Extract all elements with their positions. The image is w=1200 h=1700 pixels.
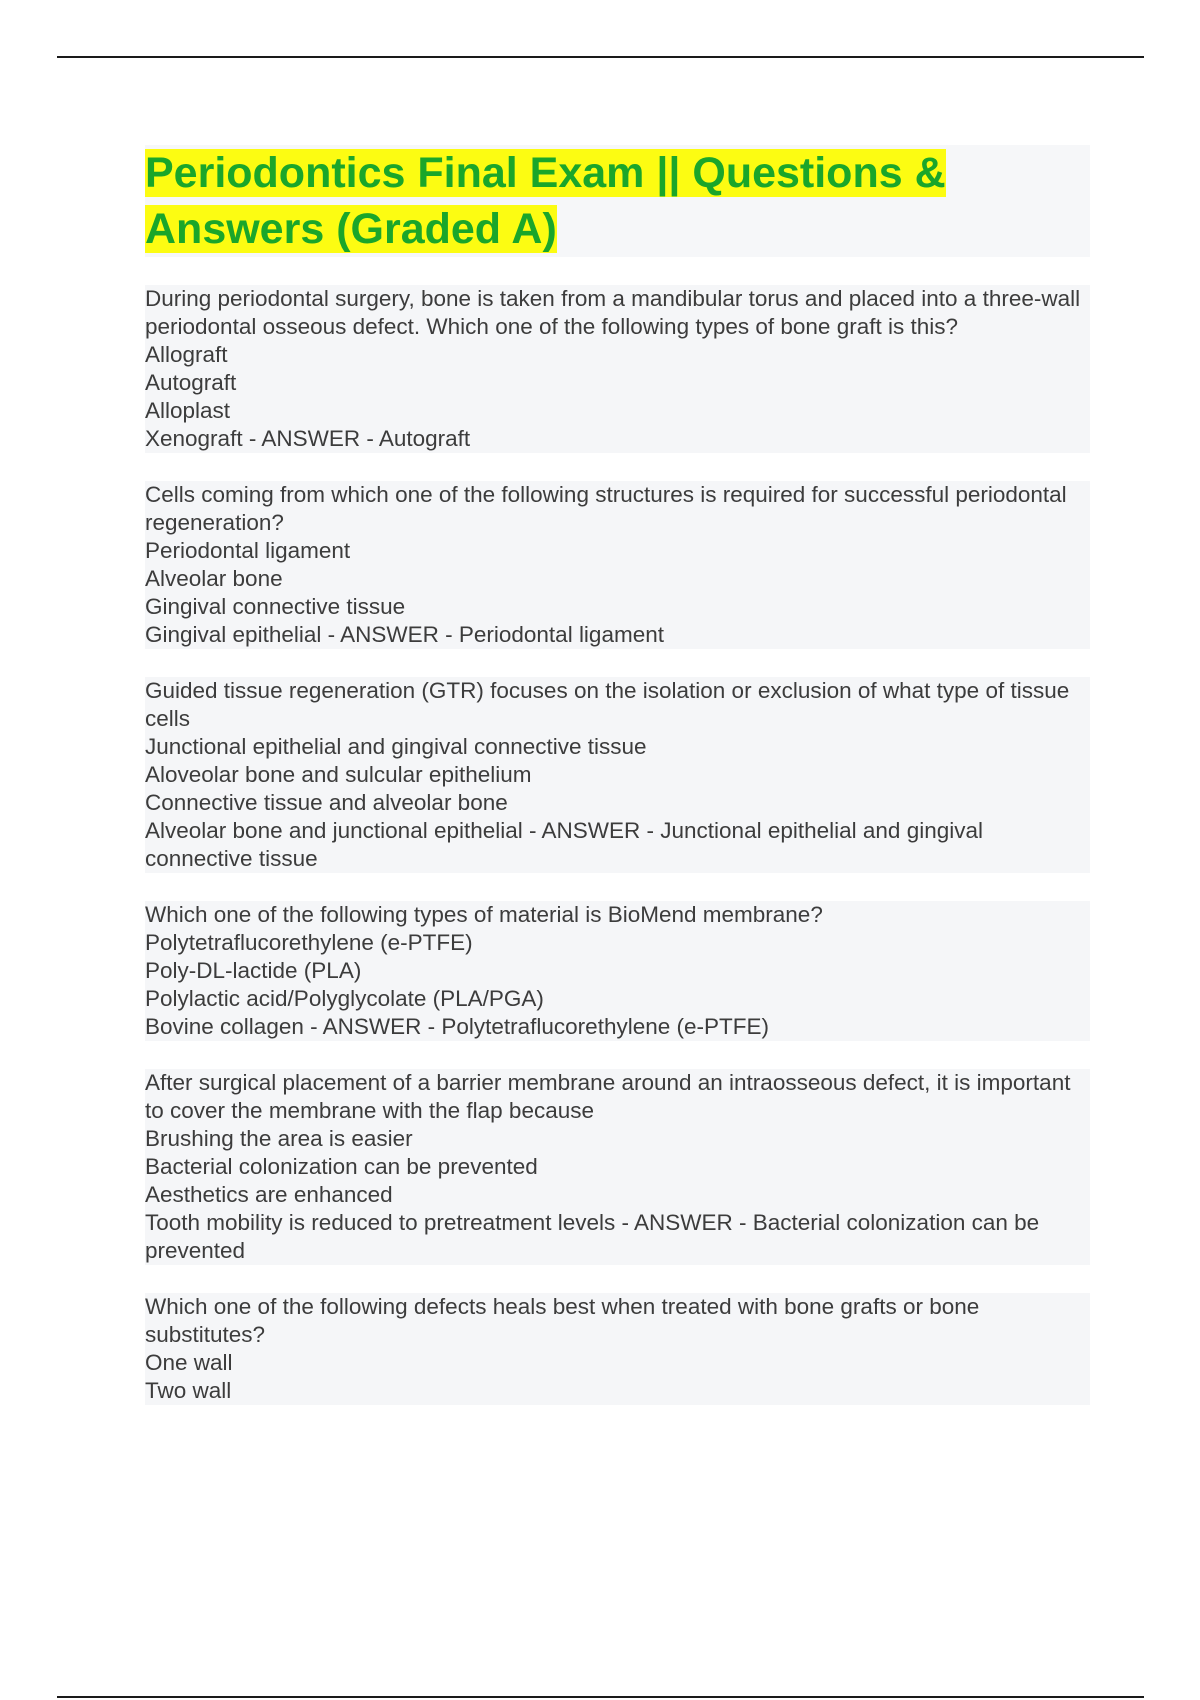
answer-option-with-answer: Alveolar bone and junctional epithelial - ANSWER - Junctional epithelial and gingival connective tissue [145,817,1090,873]
header-rule [57,56,1144,58]
answer-option-with-answer: Xenograft - ANSWER - Autograft [145,425,1090,453]
answer-option: Alloplast [145,397,1090,425]
document-title: Periodontics Final Exam || Questions & Answers (Graded A) [145,149,946,253]
question-text: Which one of the following types of material is BioMend membrane? [145,901,1090,929]
document-body [145,145,1090,1433]
question-block [145,677,1090,873]
answer-option: Periodontal ligament [145,537,1090,565]
answer-option: Autograft [145,369,1090,397]
answer-option: Allograft [145,341,1090,369]
answer-option-with-answer: Tooth mobility is reduced to pretreatment levels - ANSWER - Bacterial colonization can be prevented [145,1209,1090,1265]
answer-option-with-answer: Gingival epithelial - ANSWER - Periodontal ligament [145,621,1090,649]
answer-option: Poly-DL-lactide (PLA) [145,957,1090,985]
answer-option: Alveolar bone [145,565,1090,593]
answer-option: Gingival connective tissue [145,593,1090,621]
footer-rule [57,1696,1144,1698]
question-text: Cells coming from which one of the following structures is required for successful periodontal regeneration? [145,481,1090,537]
answer-option: Bacterial colonization can be prevented [145,1153,1090,1181]
answer-option-with-answer: Bovine collagen - ANSWER - Polytetraflucorethylene (e-PTFE) [145,1013,1090,1041]
question-text: Which one of the following defects heals best when treated with bone grafts or bone substitutes? [145,1293,1090,1349]
answer-option: Polylactic acid/Polyglycolate (PLA/PGA) [145,985,1090,1013]
answer-option: Junctional epithelial and gingival connective tissue [145,733,1090,761]
title-block [145,145,1090,257]
question-block [145,1069,1090,1265]
question-block [145,901,1090,1041]
answer-option: Connective tissue and alveolar bone [145,789,1090,817]
question-text: After surgical placement of a barrier membrane around an intraosseous defect, it is important to cover the membrane with the flap because [145,1069,1090,1125]
answer-option: Aesthetics are enhanced [145,1181,1090,1209]
answer-option: Brushing the area is easier [145,1125,1090,1153]
answer-option: Two wall [145,1377,1090,1405]
answer-option: One wall [145,1349,1090,1377]
question-block [145,1293,1090,1405]
answer-option: Aloveolar bone and sulcular epithelium [145,761,1090,789]
question-block [145,481,1090,649]
question-text: During periodontal surgery, bone is taken from a mandibular torus and placed into a three-wall periodontal osseous defect. Which one of the following types of bone graft is this? [145,285,1090,341]
answer-option: Polytetraflucorethylene (e-PTFE) [145,929,1090,957]
question-text: Guided tissue regeneration (GTR) focuses on the isolation or exclusion of what type of tissue cells [145,677,1090,733]
question-block [145,285,1090,453]
